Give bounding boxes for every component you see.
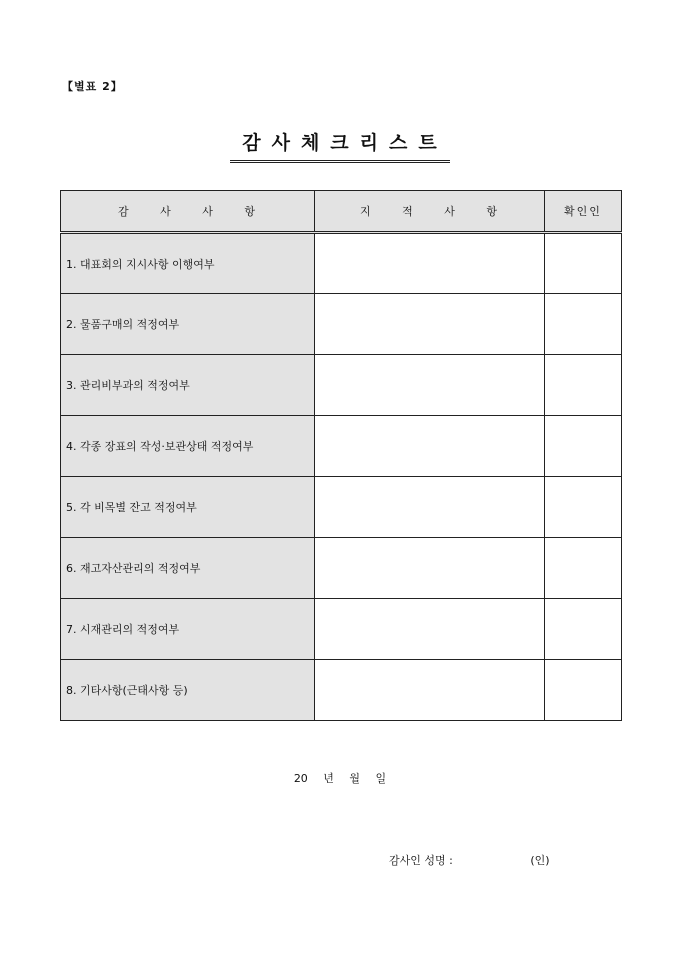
table-row xyxy=(61,355,622,416)
title-block xyxy=(0,128,680,163)
findings-cell[interactable] xyxy=(315,599,545,660)
audit-item: 5. 각 비목별 잔고 적정여부 xyxy=(61,477,315,538)
date-line: 20 년 월 일 xyxy=(293,772,387,785)
seal-mark: (인) xyxy=(530,854,550,867)
audit-item: 1. 대표회의 지시사항 이행여부 xyxy=(61,233,315,294)
table-header-row xyxy=(61,191,622,233)
findings-cell[interactable] xyxy=(315,294,545,355)
table-row xyxy=(61,233,622,294)
confirmation-cell[interactable] xyxy=(545,599,622,660)
table-row xyxy=(61,294,622,355)
confirmation-cell[interactable] xyxy=(545,477,622,538)
audit-item: 6. 재고자산관리의 적정여부 xyxy=(61,538,315,599)
confirmation-cell[interactable] xyxy=(545,538,622,599)
signature-label: 감사인 성명 : xyxy=(389,854,453,867)
annex-label: 【별표 2】 xyxy=(62,80,123,93)
confirmation-cell[interactable] xyxy=(545,294,622,355)
table-row xyxy=(61,599,622,660)
findings-cell[interactable] xyxy=(315,538,545,599)
document-title: 감사체크리스트 xyxy=(230,128,449,163)
header-findings: 지 적 사 항 xyxy=(315,191,545,233)
audit-item: 8. 기타사항(근태사항 등) xyxy=(61,660,315,721)
table-row xyxy=(61,477,622,538)
findings-cell[interactable] xyxy=(315,660,545,721)
confirmation-cell[interactable] xyxy=(545,416,622,477)
table-row xyxy=(61,538,622,599)
table-row xyxy=(61,416,622,477)
confirmation-cell[interactable] xyxy=(545,660,622,721)
findings-cell[interactable] xyxy=(315,233,545,294)
findings-cell[interactable] xyxy=(315,477,545,538)
findings-cell[interactable] xyxy=(315,355,545,416)
signature-line xyxy=(389,852,550,868)
audit-item: 3. 관리비부과의 적정여부 xyxy=(61,355,315,416)
audit-item: 7. 시재관리의 적정여부 xyxy=(61,599,315,660)
audit-item: 4. 각종 장표의 작성·보관상태 적정여부 xyxy=(61,416,315,477)
header-audit-items: 감 사 사 항 xyxy=(61,191,315,233)
header-confirmation: 확인인 xyxy=(545,191,622,233)
confirmation-cell[interactable] xyxy=(545,233,622,294)
table-row xyxy=(61,660,622,721)
findings-cell[interactable] xyxy=(315,416,545,477)
audit-item: 2. 물품구매의 적정여부 xyxy=(61,294,315,355)
audit-checklist-table xyxy=(60,190,622,721)
confirmation-cell[interactable] xyxy=(545,355,622,416)
